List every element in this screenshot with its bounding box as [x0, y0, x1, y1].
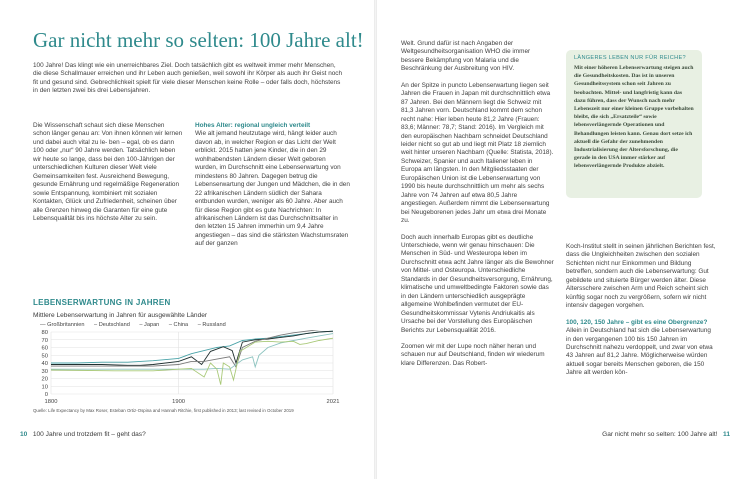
footer-left-text: 100 Jahre und trotzdem fit – geht das?: [32, 431, 146, 438]
series-line-china: [51, 334, 333, 370]
legend-item-1: – Deutschland: [94, 322, 130, 328]
column-4-para-1: Koch-Institut stellt in seinen jährlichen Berichten fest, dass die Ungleichheiten zwischen den sozialen Schichten nicht nur Einkommen und Bildung betreffen, sondern auch die Lebenserwartung: Gut gebildete und situierte Bürger werden älter. Diese Altersschere zwischen Arm und Reich scheint sich künftig sogar noch zu vergrößern, sofern wir nicht intensiv dagegen vorgehen.: [566, 243, 716, 310]
y-tick-label-40: 40: [41, 361, 48, 367]
chart-source: Quelle: Life Expectancy by Max Roser, Esteban Ortiz-Ospina and Hannah Ritchie, first published in 2013; last revised in October 2019: [33, 408, 294, 413]
x-tick-label-1800: 1800: [44, 399, 58, 405]
column-4-heading: 100, 120, 150 Jahre – gibt es eine Obergrenze?: [566, 318, 708, 326]
legend-item-0: — Großbritannien: [40, 322, 85, 328]
column-2-body: Wie alt jemand heutzutage wird, hängt leider auch davon ab, in welcher Region er das Licht der Welt erblickt. 2015 hatten jene Kinder, die in den 29 wohlhabendsten Ländern dieser Welt geboren wurden, im Durchschnitt eine Lebenserwartung von mindestens 80 Jahren. Dagegen betrug die Lebenserwartung der Jungen und Mädchen, die in den 22 afrikanischen Ländern südlich der Sahara entbunden wurden, weniger als 60 Jahre. Aber auch für diese Region gibt es gute Nachrichten: In afrikanischen Ländern ist das Durchschnittsalter in den letzten 15 Jahren immerhin um 9,4 Jahre angestiegen – das sind die stärksten Wachstumsraten auf der ganzen: [195, 130, 350, 248]
y-tick-label-70: 70: [41, 337, 48, 344]
chart-title: LEBENSERWARTUNG IN JAHREN: [33, 298, 171, 307]
legend-item-4: – Russland: [197, 322, 226, 328]
chart-subtitle: Mittlere Lebenserwartung in Jahren für ausgewählte Länder: [33, 312, 208, 319]
y-tick-label-30: 30: [41, 368, 48, 375]
footer-left: [20, 431, 146, 438]
column-4-para-2: Allein in Deutschland hat sich die Lebenserwartung in den vergangenen 100 bis 150 Jahren im Durchschnitt nahezu verdoppelt, und zwar von etwa 43 Jahren auf 81,2 Jahre. Möglicherweise würden aktuell sogar bereits Menschen geboren, die 150 Jahre alt werden kön-: [566, 327, 713, 377]
footer-right: [602, 431, 730, 438]
column-3-top: Welt. Grund dafür ist nach Angaben der Weltgesundheitsorganisation WHO die immer bessere Bekämpfung von Malaria und die Beschränkung der Ausbreitung von HIV.: [401, 40, 531, 73]
section-heading: Hohes Alter: regional ungleich verteilt: [195, 122, 311, 129]
y-tick-label-0: 0: [44, 392, 48, 398]
column-3-para-3: Doch auch innerhalb Europas gibt es deutliche Unterschiede, wenn wir genau hinschauen: Die Menschen in Süd- und Westeuropa leben im Durchschnitt etwa acht Jahre länger als die Bewohner von Mittel- und Osteuropa. Unterschiedliche Standards in der Gesundheitsversorgung, Ernährung, klimatische und umweltbedingte Faktoren sowie das in den Ländern unterschiedlich ausgeprägte allgemeine Wohlbefinden vermutet der EU-Gesundheitskommissar Vytenis Andriukaitis als Ursache bei der Vorstellung des Europäischen Berichts zur Lebensqualität 2016.: [401, 233, 554, 334]
x-tick-label-1900: 1900: [172, 399, 186, 405]
sidebar-body: Mit einer höheren Lebenserwartung steigen auch die Gesundheitskosten. Das ist in unseren Gesundheitssystem schon seit Jahren zu beobachten. Mittel- und langfristig kann das dazu führen, dass der Wunsch nach mehr Lebenszeit nur einer kleinen Gruppe vorbehalten bleibt, die sich „Ersatzteile“ sowie lebensverlängernde Operationen und Behandlungen leisten kann. Genau dort setze ich aktuell die Gefahr der zunehmenden Industrialisierung der Altersforschung, die gerade in den USA immer stärker auf lebensverlängernde Produkte abzielt.: [574, 65, 694, 170]
intro-paragraph: 100 Jahre! Das klingt wie ein unerreichbares Ziel. Doch tatsächlich gibt es weltweit immer mehr Menschen, die diese Schallmauer erreichen und ihr Leben auch genießen, weil sowohl ihr Körper als auch ihr Geist noch fit und gesund sind. Gebrechlichkeit spielt für viele dieser Menschen keine Rolle – oder falls doch, höchstens in den letzten zwei bis drei Lebensjahren.: [33, 62, 343, 95]
text-column-4: [566, 243, 716, 378]
y-tick-label-20: 20: [41, 376, 48, 383]
y-tick-label-60: 60: [41, 345, 48, 352]
sidebar-box: [566, 50, 702, 198]
y-tick-label-80: 80: [41, 330, 48, 336]
y-tick-label-10: 10: [41, 384, 48, 391]
sidebar-title: LÄNGERES LEBEN NUR FÜR REICHE?: [574, 55, 686, 61]
x-tick-label-2021: 2021: [326, 399, 340, 405]
book-gutter: [374, 0, 377, 479]
legend-item-3: – China: [168, 322, 189, 328]
page-title: Gar nicht mehr so selten: 100 Jahre alt!: [33, 28, 364, 52]
footer-right-text: Gar nicht mehr so selten: 100 Jahre alt!: [602, 431, 718, 438]
series-line-deutschland: [51, 331, 333, 365]
page-number-left: 10: [20, 431, 28, 438]
page-number-right: 11: [723, 431, 730, 438]
text-column-3: [401, 40, 554, 368]
life-expectancy-chart: [33, 330, 353, 408]
column-3-para-4: Zoomen wir mit der Lupe noch näher heran und schauen nur auf Deutschland, finden wir wiederum klare Differenzen. Das Robert-: [401, 342, 545, 367]
column-3-para-2: An der Spitze in puncto Lebenserwartung liegen seit Jahren die Frauen in Japan mit durchschnittlich etwa 87 Jahren. Bei den Männern liegt die Schweiz mit 81,3 Jahren vorn. Deutschland kommt dem schon recht nahe: Hier leben heute 81,2 Jahre (Frauen: 83,6; Männer: 78,7; Stand: 2016). Im Vergleich mit den europäischen Nachbarn schneidet Deutschland leider nicht so gut ab und liegt mit Platz 18 ziemlich weit hinter unseren Nachbarn (Quelle: Statista, 2018). Schweizer, Spanier und auch Italiener leben in Europa am längsten. In den Mitgliedsstaaten der Europäischen Union ist die Lebenserwartung von 1990 bis heute durchschnittlich um mehr als sechs Jahre von 74 Jahren auf etwa 80,5 Jahre angestiegen. Außerdem nimmt die Lebenserwartung bei Neugeborenen jedes Jahr um etwa drei Monate zu.: [401, 81, 554, 225]
text-column-1: Die Wissenschaft schaut sich diese Menschen schon länger genau an: Von ihnen können wir lernen und dabei auch vital zu le- ben – egal, ob es dann 100 oder „nur“ 90 Jahre werden. Tatsächlich leben wir heute so lange, dass bei den 100-Jährigen der unterschiedlichen Kulturen dieser Welt viele Gemeinsamkeiten fest. Ausreichend Bewegung, gesunde Ernährung und regelmäßige Regeneration sowie Entspannung, kombiniert mit sozialen Kontakten, Glück und Zufriedenheit, scheinen über alle Grenzen hinweg die Garanten für eine gute Lebensqualität bis ins höchste Alter zu sein.: [33, 122, 183, 222]
y-tick-label-50: 50: [41, 353, 48, 360]
chart-legend: [40, 322, 234, 328]
text-column-2: [195, 122, 350, 249]
legend-item-2: – Japan: [139, 322, 160, 328]
